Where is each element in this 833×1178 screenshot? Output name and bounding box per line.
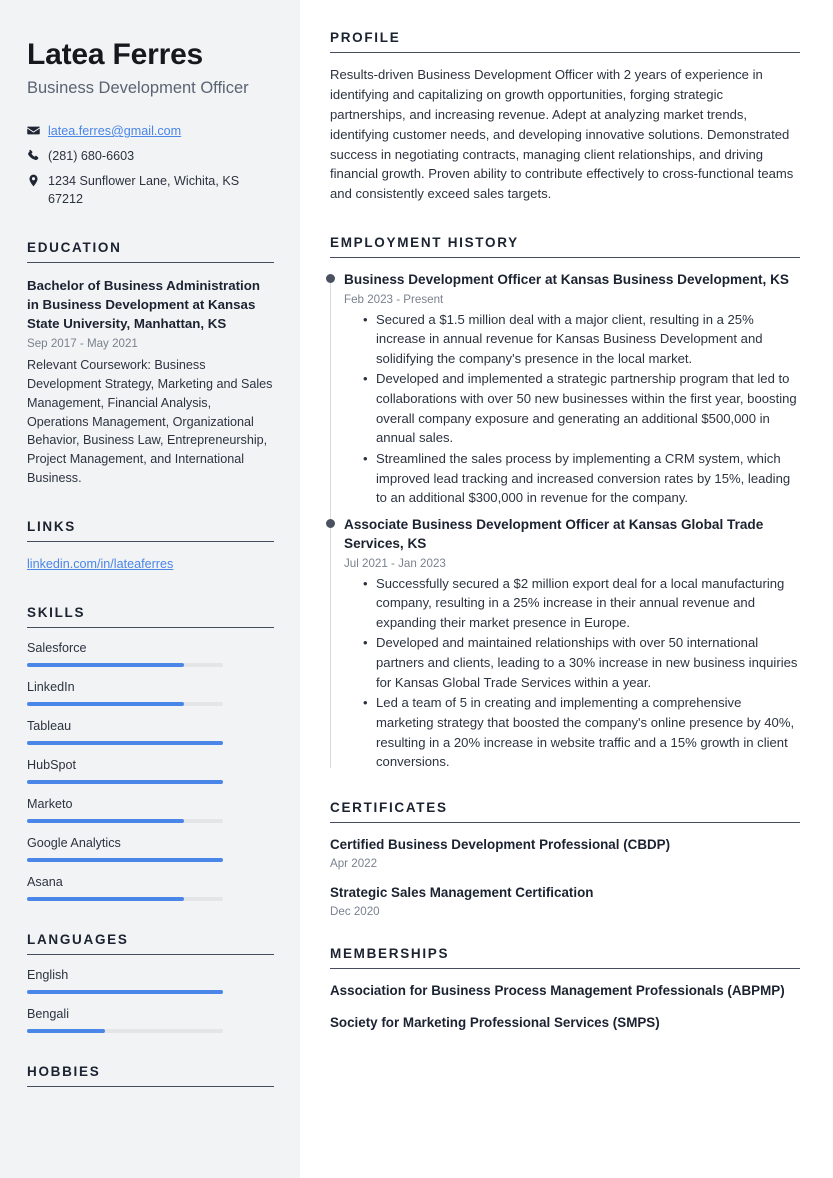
- sidebar: [0, 0, 300, 1178]
- skill-label: Tableau: [27, 718, 72, 733]
- timeline-dot-icon: [326, 274, 335, 283]
- employment-entry: [344, 515, 800, 772]
- section-heading-links: LINKS: [27, 519, 76, 535]
- employment-bullet: • Streamlined the sales process by implementing a CRM system, which improved lead tracking and increased conversion rates by 15%, leading to an additional $300,000 in revenue for the company.: [376, 449, 800, 508]
- section-heading-employment: EMPLOYMENT HISTORY: [330, 235, 519, 251]
- language-level-fill: [27, 1029, 105, 1033]
- language-label: Bengali: [27, 1006, 70, 1021]
- section-rule: [330, 822, 800, 823]
- membership-item: [330, 981, 800, 1000]
- section-heading-memberships: MEMBERSHIPS: [330, 946, 450, 961]
- skill-item: [27, 758, 274, 784]
- phone-icon: [27, 148, 48, 162]
- phone-value: (281) 680-6603: [48, 149, 135, 163]
- languages-body: [27, 968, 274, 1033]
- page-title: Latea Ferres: [27, 38, 204, 71]
- section-rule: [330, 968, 800, 969]
- education-date: Sep 2017 - May 2021: [27, 336, 138, 350]
- section-memberships: [330, 946, 800, 1032]
- section-rule: [27, 1086, 274, 1087]
- employment-body: [330, 270, 800, 772]
- employment-bullet: • Successfully secured a $2 million export deal for a local manufacturing company, resulting in a 25% increase in their annual revenue and expanding their market presence in Europe.: [376, 574, 800, 633]
- skill-level-fill: [27, 702, 184, 706]
- certificate-date: Apr 2022: [330, 856, 378, 870]
- section-skills: [27, 605, 274, 901]
- skill-level-track: [27, 741, 223, 745]
- section-rule: [27, 262, 274, 263]
- language-level-fill: [27, 990, 223, 994]
- language-level-track: [27, 1029, 223, 1033]
- skill-label: LinkedIn: [27, 679, 75, 694]
- section-employment-history: [330, 235, 800, 772]
- email-value[interactable]: latea.ferres@gmail.com: [48, 124, 182, 139]
- membership-item: [330, 1013, 800, 1032]
- skill-level-fill: [27, 780, 223, 784]
- section-heading-hobbies: HOBBIES: [27, 1063, 101, 1079]
- section-education: [27, 240, 274, 488]
- contact-phone: [27, 148, 274, 166]
- employment-entry: [344, 270, 800, 508]
- section-rule: [27, 541, 274, 542]
- skill-label: Salesforce: [27, 640, 87, 655]
- skill-level-track: [27, 897, 223, 901]
- section-rule: [27, 954, 274, 955]
- section-languages: [27, 932, 274, 1033]
- section-heading-profile: PROFILE: [330, 30, 401, 45]
- employment-bullets: [344, 574, 800, 772]
- profile-text: Results-driven Business Development Officer with 2 years of experience in identifying and capitalizing on growth opportunities, forging strategic partnerships, and increasing revenue. Adept at analyzing market trends, identifying customer needs, and developing innovative solutions. Demonstrated success in negotiating contracts, managing client relationships, and driving financial growth. Proven ability to contribute effectively to cross-functional teams and consistently exceed sales targets.: [330, 67, 794, 202]
- section-rule: [330, 257, 800, 258]
- skill-level-track: [27, 819, 223, 823]
- language-item: [27, 1007, 274, 1033]
- skill-level-fill: [27, 858, 223, 862]
- contact-email[interactable]: [27, 123, 274, 141]
- employment-bullet: • Led a team of 5 in creating and implementing a comprehensive marketing strategy that boosted the company's online presence by 40%, resulting in a 20% increase in website traffic and a 15% growth in client conversions.: [376, 693, 800, 772]
- section-rule: [330, 52, 800, 53]
- skill-label: Marketo: [27, 796, 73, 811]
- skill-label: Google Analytics: [27, 835, 121, 850]
- links-body: [27, 555, 274, 574]
- skill-item: [27, 875, 274, 901]
- certificate-item: [330, 835, 800, 870]
- section-certificates: [330, 800, 800, 918]
- employment-date: Jul 2021 - Jan 2023: [344, 556, 446, 570]
- job-title: Business Development Officer: [27, 78, 249, 97]
- skill-level-fill: [27, 897, 184, 901]
- language-label: English: [27, 967, 69, 982]
- education-description: Relevant Coursework: Business Development Strategy, Marketing and Sales Management, Financial Analysis, Operations Management, Organizational Behavior, Business Law, Entrepreneurship, Project Management, and International Business.: [27, 357, 273, 486]
- skill-item: [27, 719, 274, 745]
- contact-list: [27, 123, 274, 209]
- employment-bullets: [344, 310, 800, 508]
- certificate-title: Strategic Sales Management Certification: [330, 884, 594, 900]
- skill-level-fill: [27, 741, 223, 745]
- education-body: [27, 276, 274, 488]
- section-heading-education: EDUCATION: [27, 239, 122, 255]
- skills-body: [27, 641, 274, 901]
- address-value: 1234 Sunflower Lane, Wichita, KS 67212: [48, 173, 240, 206]
- section-profile: [330, 30, 800, 204]
- certificate-date: Dec 2020: [330, 905, 380, 918]
- employment-date: Feb 2023 - Present: [344, 292, 444, 306]
- skill-item: [27, 680, 274, 706]
- section-links: [27, 519, 274, 574]
- skill-label: Asana: [27, 874, 63, 889]
- skill-level-fill: [27, 819, 184, 823]
- main-content: [300, 0, 833, 1178]
- membership-title: Association for Business Process Management Professionals (ABPMP): [330, 983, 785, 998]
- certificate-item: [330, 883, 800, 918]
- section-heading-skills: SKILLS: [27, 604, 86, 620]
- employment-title: Associate Business Development Officer at Kansas Global Trade Services, KS: [344, 516, 764, 552]
- section-hobbies: [27, 1064, 274, 1087]
- link-linkedin[interactable]: linkedin.com/in/lateaferres: [27, 557, 174, 572]
- language-item: [27, 968, 274, 994]
- skill-item: [27, 836, 274, 862]
- employment-title: Business Development Officer at Kansas Business Development, KS: [344, 272, 789, 288]
- email-icon: [27, 123, 48, 137]
- employment-bullet: • Secured a $1.5 million deal with a major client, resulting in a 25% increase in annual revenue for Kansas Business Development and solidifying the company's presence in the local market.: [376, 310, 800, 369]
- certificate-title: Certified Business Development Professional (CBDP): [330, 836, 671, 852]
- section-heading-languages: LANGUAGES: [27, 931, 129, 947]
- skill-level-fill: [27, 663, 184, 667]
- location-pin-icon: [27, 173, 48, 187]
- skill-level-track: [27, 780, 223, 784]
- section-rule: [27, 627, 274, 628]
- memberships-body: [330, 981, 800, 1032]
- skill-item: [27, 641, 274, 667]
- skill-label: HubSpot: [27, 757, 77, 772]
- education-degree: Bachelor of Business Administration in Business Development at Kansas State University, Manhattan, KS: [27, 277, 260, 332]
- employment-bullet: • Developed and maintained relationships with over 50 international partners and clients, leading to a 30% increase in new business inquiries for Kansas Global Trade Services within a year.: [376, 633, 800, 692]
- skill-level-track: [27, 858, 223, 862]
- contact-address: [27, 173, 274, 209]
- language-level-track: [27, 990, 223, 994]
- timeline-dot-icon: [326, 519, 335, 528]
- skill-level-track: [27, 702, 223, 706]
- section-heading-certificates: CERTIFICATES: [330, 799, 448, 815]
- employment-bullet: • Developed and implemented a strategic partnership program that led to collaborations with over 50 new businesses within the first year, boosting overall company exposure and generating an additional $500,000 in annual sales.: [376, 369, 800, 448]
- membership-title: Society for Marketing Professional Services (SMPS): [330, 1015, 660, 1031]
- skill-level-track: [27, 663, 223, 667]
- employment-timeline: [330, 270, 800, 772]
- profile-body: [330, 65, 800, 204]
- certificates-body: [330, 835, 800, 918]
- skill-item: [27, 797, 274, 823]
